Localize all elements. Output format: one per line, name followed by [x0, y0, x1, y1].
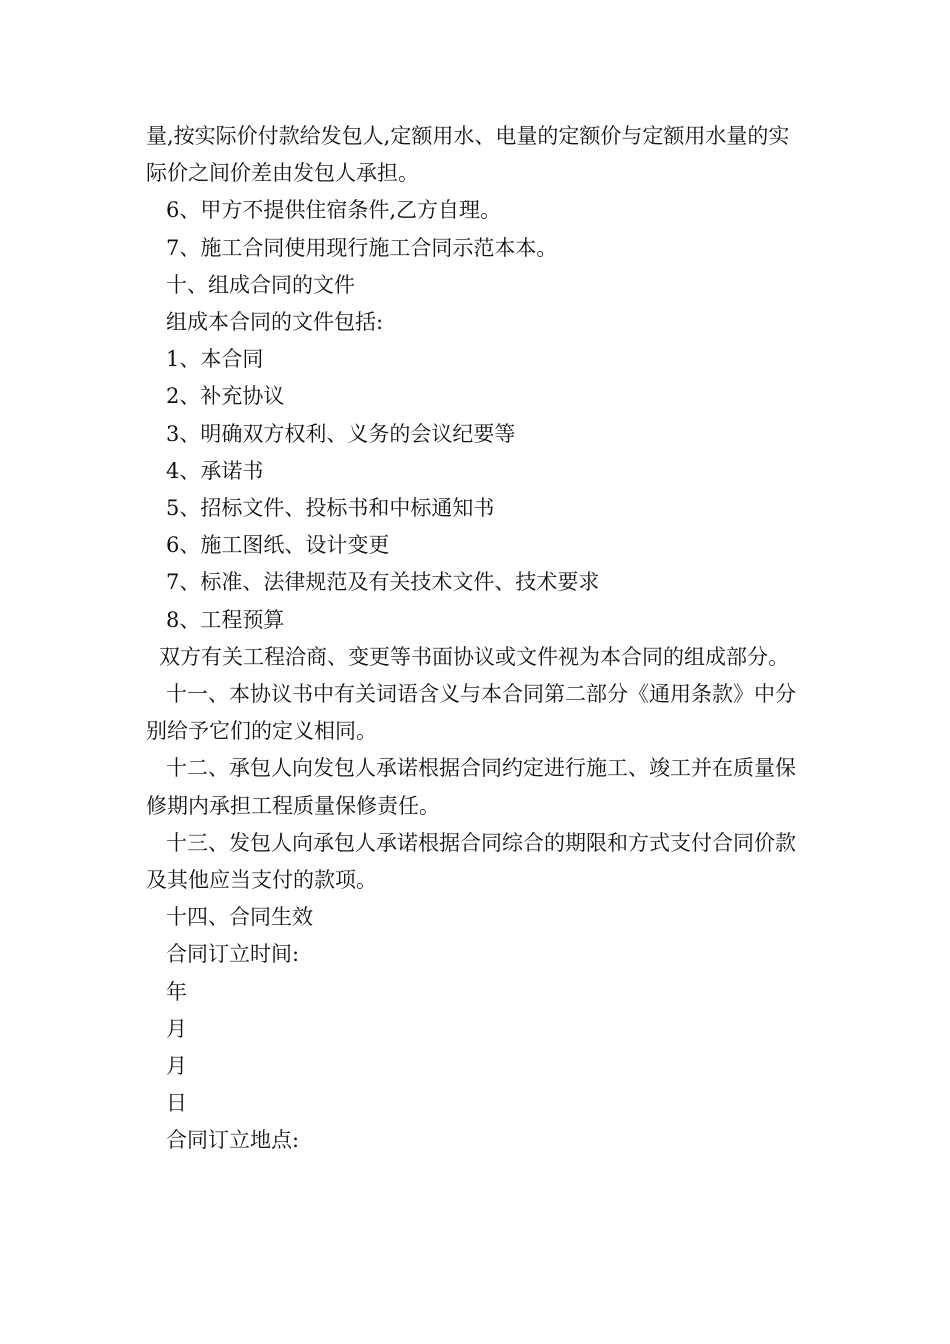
section-heading-contract-documents: 十、组成合同的文件	[166, 272, 355, 297]
list-item-budget: 8、工程预算	[166, 607, 285, 632]
label-signing-place: 合同订立地点:	[166, 1128, 300, 1153]
clause-12-contractor-commitment: 十二、承包人向发包人承诺根据合同约定进行施工、竣工并在质量保修期内承担工程质量保修责任。	[146, 756, 796, 818]
label-month-repeat: 月	[166, 1054, 187, 1079]
document-body	[146, 118, 810, 1160]
list-item-standards: 7、标准、法律规范及有关技术文件、技术要求	[166, 570, 600, 595]
label-day: 日	[166, 1091, 187, 1116]
clause-14-contract-effective: 十四、合同生效	[166, 905, 313, 930]
paragraph-item-6-accommodation: 6、甲方不提供住宿条件,乙方自理。	[166, 198, 502, 223]
list-item-contract: 1、本合同	[166, 347, 264, 372]
clause-13-employer-commitment: 十三、发包人向承包人承诺根据合同综合的期限和方式支付合同价款及其他应当支付的款项。	[146, 830, 796, 893]
paragraph-documents-include: 组成本合同的文件包括:	[166, 310, 384, 335]
paragraph-water-electricity-cost: 量,按实际价付款给发包人,定额用水、电量的定额价与定额用水量的实际价之间价差由发包人承担。	[146, 124, 790, 186]
clause-11-definitions: 十一、本协议书中有关词语含义与本合同第二部分《通用条款》中分别给予它们的定义相同。	[146, 682, 796, 744]
list-item-supplementary-agreement: 2、补充协议	[166, 384, 285, 409]
label-signing-time: 合同订立时间:	[166, 942, 300, 967]
list-item-meeting-minutes: 3、明确双方权利、义务的会议纪要等	[166, 421, 516, 446]
list-item-commitment-letter: 4、承诺书	[166, 458, 264, 483]
list-item-construction-drawings: 6、施工图纸、设计变更	[166, 533, 390, 558]
label-month: 月	[166, 1016, 187, 1041]
paragraph-item-7-contract-template: 7、施工合同使用现行施工合同示范本本。	[166, 235, 558, 260]
list-item-tender-documents: 5、招标文件、投标书和中标通知书	[166, 496, 495, 521]
paragraph-negotiation-documents: 双方有关工程洽商、变更等书面协议或文件视为本合同的组成部分。	[159, 644, 789, 669]
label-year: 年	[166, 979, 187, 1004]
